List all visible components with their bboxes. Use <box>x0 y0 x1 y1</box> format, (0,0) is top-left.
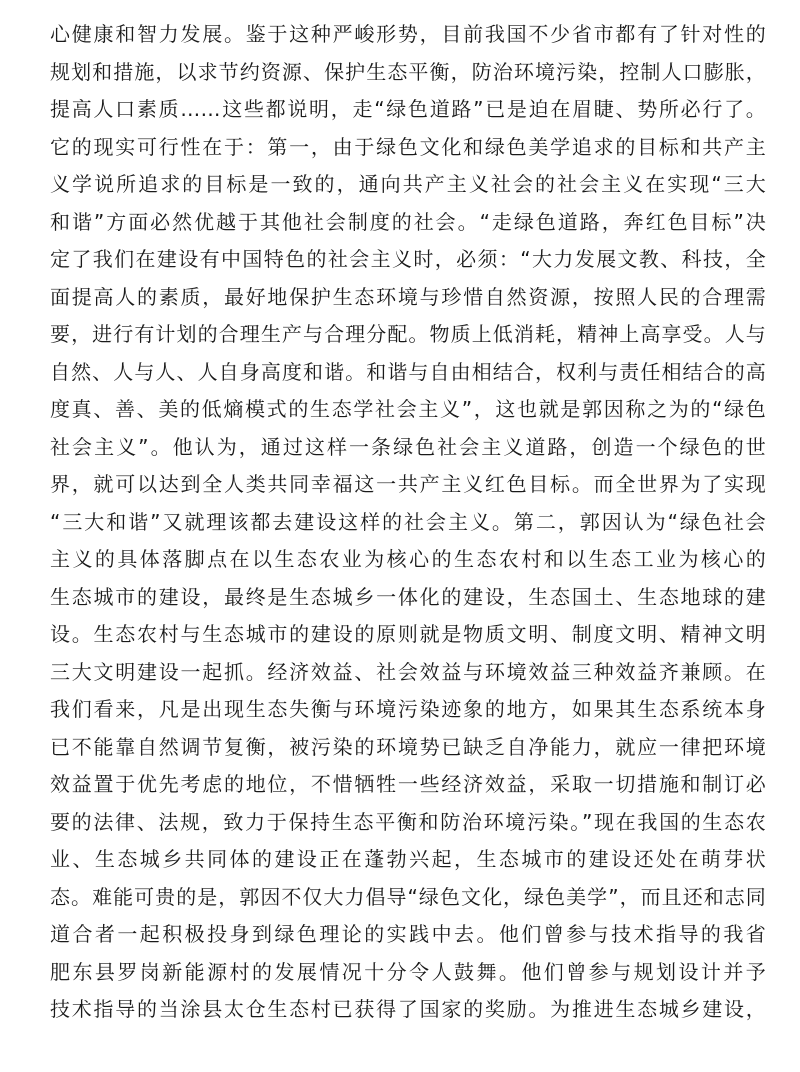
text-line: 面提高人的素质，最好地保护生态环境与珍惜自然资源，按照人民的合理需 <box>50 284 766 309</box>
text-line: 生态城市的建设，最终是生态城乡一体化的建设，生态国土、生态地球的建 <box>50 584 766 609</box>
text-line: 定了我们在建设有中国特色的社会主义时，必须：“大力发展文教、科技，全 <box>50 247 766 271</box>
text-line: 效益置于优先考虑的地位，不惜牺牲一些经济效益，采取一切措施和制订必 <box>50 772 766 796</box>
text-line: 义学说所追求的目标是一致的，通向共产主义社会的社会主义在实现“三大 <box>50 172 766 196</box>
text-line: 它的现实可行性在于：第一，由于绿色文化和绿色美学追求的目标和共产主 <box>50 134 766 159</box>
text-line: 道合者一起积极投身到绿色理论的实践中去。他们曾参与技术指导的我省 <box>50 922 766 946</box>
text-line: 已不能靠自然调节复衡，被污染的环境势已缺乏自净能力，就应一律把环境 <box>50 734 766 759</box>
text-line: “三大和谐”又就理该都去建设这样的社会主义。第二，郭因认为“绿色社会 <box>50 509 766 534</box>
text-line: 态。难能可贵的是，郭因不仅大力倡导“绿色文化，绿色美学”，而且还和志同 <box>50 884 766 909</box>
text-line: 度真、善、美的低熵模式的生态学社会主义”，这也就是郭因称之为的“绿色 <box>50 397 766 421</box>
text-line: 和谐”方面必然优越于其他社会制度的社会。“走绿色道路，奔红色目标”决 <box>50 209 766 234</box>
text-line: 规划和措施，以求节约资源、保护生态平衡，防治环境污染，控制人口膨胀， <box>50 59 766 84</box>
body-text <box>50 16 766 1029</box>
text-line: 业、生态城乡共同体的建设正在蓬勃兴起，生态城市的建设还处在萌芽状 <box>50 847 766 871</box>
text-line: 要，进行有计划的合理生产与合理分配。物质上低消耗，精神上高享受。人与 <box>50 322 766 346</box>
text-line: 我们看来，凡是出现生态失衡与环境污染迹象的地方，如果其生态系统本身 <box>50 697 766 721</box>
text-line: 三大文明建设一起抓。经济效益、社会效益与环境效益三种效益齐兼顾。在 <box>50 659 766 684</box>
text-line: 要的法律、法规，致力于保持生态平衡和防治环境污染。”现在我国的生态农 <box>50 809 766 834</box>
text-line: 技术指导的当涂县太仓生态村已获得了国家的奖励。为推进生态城乡建设， <box>50 997 766 1021</box>
text-line: 肥东县罗岗新能源村的发展情况十分令人鼓舞。他们曾参与规划设计并予 <box>50 959 766 984</box>
text-line: 主义的具体落脚点在以生态农业为核心的生态农村和以生态工业为核心的 <box>50 547 766 571</box>
text-line: 界，就可以达到全人类共同幸福这一共产主义红色目标。而全世界为了实现 <box>50 472 766 496</box>
text-line: 心健康和智力发展。鉴于这种严峻形势，目前我国不少省市都有了针对性的 <box>50 22 766 46</box>
text-line: 提高人口素质……这些都说明，走“绿色道路”已是迫在眉睫、势所必行了。 <box>50 97 766 121</box>
text-line: 社会主义”。他认为，通过这样一条绿色社会主义道路，创造一个绿色的世 <box>50 434 766 459</box>
text-line: 自然、人与人、人自身高度和谐。和谐与自由相结合，权利与责任相结合的高 <box>50 359 766 384</box>
text-line: 设。生态农村与生态城市的建设的原则就是物质文明、制度文明、精神文明 <box>50 622 766 646</box>
